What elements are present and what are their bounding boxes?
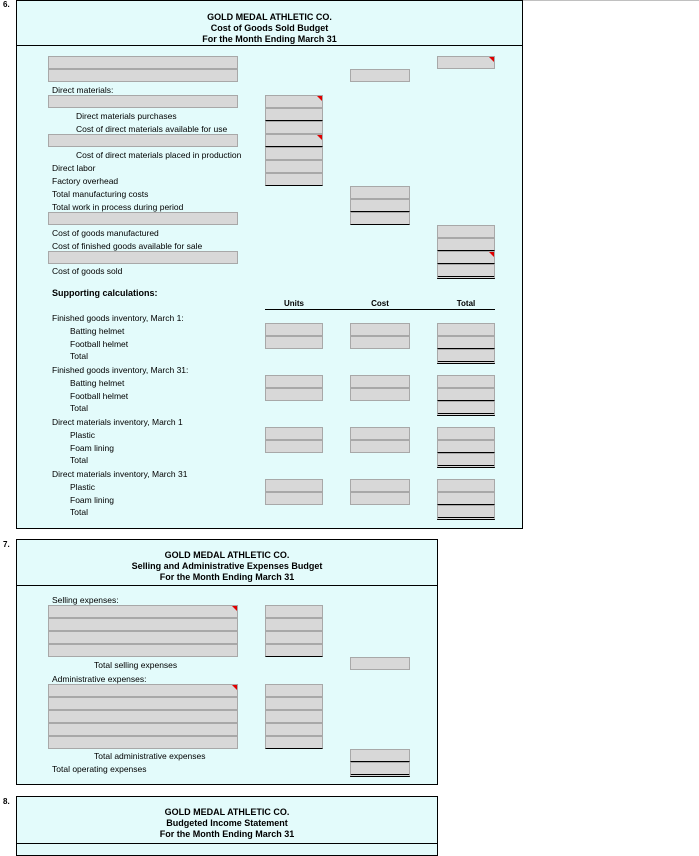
- total-input[interactable]: [437, 401, 495, 416]
- total-input[interactable]: [437, 349, 495, 364]
- top-right-rule: [522, 0, 699, 1]
- total-input[interactable]: [437, 225, 495, 238]
- units-input[interactable]: [265, 427, 323, 440]
- cost-input[interactable]: [350, 375, 410, 388]
- amount-input[interactable]: [265, 108, 323, 121]
- total-input[interactable]: [350, 657, 410, 670]
- cost-input[interactable]: [350, 492, 410, 505]
- item-label: Batting helmet: [70, 326, 125, 336]
- question-number-8: 8.: [3, 797, 10, 806]
- cogs-budget-panel: [16, 0, 523, 529]
- total-input[interactable]: [437, 323, 495, 336]
- group-title: Finished goods inventory, March 31:: [52, 365, 189, 375]
- total-admin-label: Total administrative expenses: [94, 751, 206, 761]
- cost-input[interactable]: [350, 212, 410, 225]
- column-units: Units: [284, 299, 304, 308]
- question-number-6: 6.: [3, 0, 10, 9]
- amount-input[interactable]: [265, 697, 323, 710]
- sga-budget-panel: [16, 539, 438, 785]
- total-input[interactable]: [437, 336, 495, 349]
- cogs-header: [17, 1, 522, 46]
- report-title: Selling and Administrative Expenses Budget: [131, 561, 323, 571]
- amount-input[interactable]: [265, 710, 323, 723]
- total-input[interactable]: [437, 251, 495, 264]
- total-label: Total: [70, 403, 88, 413]
- units-input[interactable]: [265, 323, 323, 336]
- company-name: GOLD MEDAL ATHLETIC CO.: [207, 12, 332, 22]
- amount-input[interactable]: [265, 644, 323, 657]
- report-period: For the Month Ending March 31: [159, 829, 295, 839]
- column-cost: Cost: [371, 299, 389, 308]
- units-input[interactable]: [265, 479, 323, 492]
- expense-name-input[interactable]: [48, 644, 238, 657]
- amount-input[interactable]: [265, 121, 323, 134]
- total-label: Total: [70, 507, 88, 517]
- cost-input[interactable]: [350, 427, 410, 440]
- report-period: For the Month Ending March 31: [202, 34, 337, 44]
- company-name: GOLD MEDAL ATHLETIC CO.: [164, 550, 290, 560]
- report-title: Cost of Goods Sold Budget: [210, 23, 329, 33]
- expense-name-input[interactable]: [48, 605, 238, 618]
- total-input[interactable]: [437, 427, 495, 440]
- label-input[interactable]: [48, 251, 238, 264]
- units-input[interactable]: [265, 388, 323, 401]
- expense-name-input[interactable]: [48, 684, 238, 697]
- total-label: Total: [70, 455, 88, 465]
- amount-input[interactable]: [265, 618, 323, 631]
- cost-input[interactable]: [350, 186, 410, 199]
- amount-input[interactable]: [265, 147, 323, 160]
- label-input[interactable]: [48, 95, 238, 108]
- expense-name-input[interactable]: [48, 618, 238, 631]
- income-statement-panel: [16, 796, 438, 856]
- amount-input[interactable]: [265, 631, 323, 644]
- expense-name-input[interactable]: [48, 710, 238, 723]
- cost-fg-available-label: Cost of finished goods available for sale: [52, 241, 203, 251]
- total-wip-label: Total work in process during period: [52, 202, 184, 212]
- admin-expenses-label: Administrative expenses:: [52, 674, 147, 684]
- amount-input[interactable]: [265, 160, 323, 173]
- company-name: GOLD MEDAL ATHLETIC CO.: [164, 807, 290, 817]
- total-input[interactable]: [437, 453, 495, 468]
- dm-purchases-label: Direct materials purchases: [76, 111, 177, 121]
- expense-name-input[interactable]: [48, 736, 238, 749]
- cost-input[interactable]: [350, 69, 410, 82]
- selling-expenses-label: Selling expenses:: [52, 595, 119, 605]
- cost-dm-placed-label: Cost of direct materials placed in production: [76, 150, 242, 160]
- amount-input[interactable]: [265, 684, 323, 697]
- total-input[interactable]: [437, 238, 495, 251]
- direct-labor-label: Direct labor: [52, 163, 96, 173]
- total-input[interactable]: [437, 264, 495, 279]
- amount-input[interactable]: [265, 723, 323, 736]
- total-input[interactable]: [350, 762, 410, 777]
- total-input[interactable]: [437, 479, 495, 492]
- total-input[interactable]: [437, 492, 495, 505]
- question-number-7: 7.: [3, 540, 10, 549]
- amount-input[interactable]: [265, 134, 323, 147]
- total-input[interactable]: [437, 388, 495, 401]
- group-title: Finished goods inventory, March 1:: [52, 313, 184, 323]
- expense-name-input[interactable]: [48, 631, 238, 644]
- label-input[interactable]: [48, 69, 238, 82]
- units-input[interactable]: [265, 492, 323, 505]
- label-input[interactable]: [48, 134, 238, 147]
- report-period: For the Month Ending March 31: [159, 572, 295, 582]
- item-label: Foam lining: [70, 443, 114, 453]
- expense-name-input[interactable]: [48, 697, 238, 710]
- cost-input[interactable]: [350, 336, 410, 349]
- label-input[interactable]: [48, 56, 238, 69]
- item-label: Foam lining: [70, 495, 114, 505]
- sga-header: [17, 540, 437, 586]
- total-input[interactable]: [350, 749, 410, 762]
- cost-input[interactable]: [350, 440, 410, 453]
- total-selling-label: Total selling expenses: [94, 660, 178, 670]
- cost-input[interactable]: [350, 323, 410, 336]
- item-label: Plastic: [70, 430, 96, 440]
- amount-input[interactable]: [265, 736, 323, 749]
- item-label: Football helmet: [70, 339, 129, 349]
- item-label: Football helmet: [70, 391, 129, 401]
- amount-input[interactable]: [265, 95, 323, 108]
- label-input[interactable]: [48, 212, 238, 225]
- cost-goods-mfd-label: Cost of goods manufactured: [52, 228, 159, 238]
- total-label: Total: [70, 351, 88, 361]
- report-title: Budgeted Income Statement: [166, 818, 288, 828]
- amount-input[interactable]: [265, 605, 323, 618]
- item-label: Plastic: [70, 482, 96, 492]
- cost-input[interactable]: [350, 199, 410, 212]
- total-operating-label: Total operating expenses: [52, 764, 147, 774]
- cost-input[interactable]: [350, 388, 410, 401]
- total-input[interactable]: [437, 56, 495, 69]
- cost-dm-available-label: Cost of direct materials available for use: [76, 124, 228, 134]
- cost-input[interactable]: [350, 479, 410, 492]
- column-total: Total: [456, 299, 476, 308]
- total-input[interactable]: [437, 375, 495, 388]
- group-title: Direct materials inventory, March 31: [52, 469, 188, 479]
- cost-goods-sold-label: Cost of goods sold: [52, 266, 123, 276]
- total-mfg-costs-label: Total manufacturing costs: [52, 189, 149, 199]
- item-label: Batting helmet: [70, 378, 125, 388]
- factory-overhead-label: Factory overhead: [52, 176, 119, 186]
- amount-input[interactable]: [265, 173, 323, 186]
- units-input[interactable]: [265, 375, 323, 388]
- supporting-heading: Supporting calculations:: [52, 288, 158, 298]
- units-input[interactable]: [265, 336, 323, 349]
- direct-materials-label: Direct materials:: [52, 85, 114, 95]
- expense-name-input[interactable]: [48, 723, 238, 736]
- column-header-rule: [265, 309, 495, 310]
- group-title: Direct materials inventory, March 1: [52, 417, 183, 427]
- units-input[interactable]: [265, 440, 323, 453]
- total-input[interactable]: [437, 440, 495, 453]
- total-input[interactable]: [437, 505, 495, 520]
- income-header: [17, 797, 437, 844]
